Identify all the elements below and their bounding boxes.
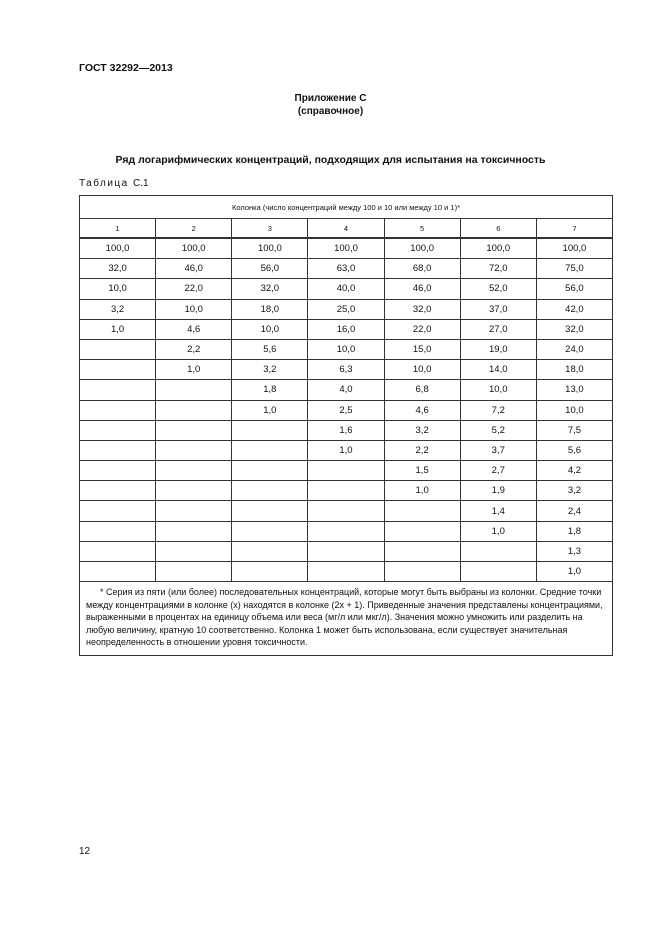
- table-cell: 37,0: [460, 299, 536, 319]
- table-caption-number: С.1: [133, 178, 149, 189]
- table-cell: [80, 501, 156, 521]
- table-cell: [80, 400, 156, 420]
- table-cell: 3,2: [536, 481, 612, 501]
- table-cell: [156, 400, 232, 420]
- table-cell: 1,0: [80, 319, 156, 339]
- table-cell: [156, 461, 232, 481]
- table-cell: [156, 380, 232, 400]
- table-row: [80, 339, 613, 359]
- table-cell: 18,0: [232, 299, 308, 319]
- table-cell: 5,6: [536, 440, 612, 460]
- table-footnote: * Серия из пяти (или более) последовательных концентраций, которые могут быть выбраны из колонки. Средние точки между концентрациями в колонке (x) находятся в колонке (2x + 1). Приведенные значения представлены концентрациями, выраженными в процентах на единицу объема или веса (мг/л или мкг/л). Значения можно умножить или разделить на любую величину, кратную 10 соответственно. Колонка 1 может быть использована, если существует значительная неопределенность в отношении уровня токсичности.: [86, 587, 603, 648]
- table-cell: 10,0: [384, 360, 460, 380]
- table-cell: 27,0: [460, 319, 536, 339]
- table-cell: 46,0: [384, 279, 460, 299]
- table-cell: 1,5: [384, 461, 460, 481]
- table-cell: [156, 440, 232, 460]
- table-cell: [80, 380, 156, 400]
- table-cell: 3,7: [460, 440, 536, 460]
- document-title: Ряд логарифмических концентраций, подходящих для испытания на токсичность: [115, 154, 546, 166]
- table-cell: [308, 521, 384, 541]
- table-row: [80, 461, 613, 481]
- table-row: [80, 360, 613, 380]
- table-row: [80, 380, 613, 400]
- table-caption: [79, 178, 149, 189]
- table-row: [80, 319, 613, 339]
- table-cell: [80, 420, 156, 440]
- table-cell: 10,0: [536, 400, 612, 420]
- table-cell: 10,0: [460, 380, 536, 400]
- table-cell: 10,0: [308, 339, 384, 359]
- table-cell: [384, 501, 460, 521]
- table-cell: 4,0: [308, 380, 384, 400]
- table-row: [80, 420, 613, 440]
- table-cell: 32,0: [384, 299, 460, 319]
- column-header-3: 3: [232, 219, 308, 239]
- column-header-7: 7: [536, 219, 612, 239]
- table-cell: 4,2: [536, 461, 612, 481]
- table-cell: 1,0: [232, 400, 308, 420]
- table-row: [80, 501, 613, 521]
- table-row: [80, 279, 613, 299]
- table-row: [80, 562, 613, 582]
- table-cell: 100,0: [156, 238, 232, 259]
- table-cell: [232, 461, 308, 481]
- table-cell: [308, 562, 384, 582]
- table-cell: 2,7: [460, 461, 536, 481]
- table-row: [80, 238, 613, 259]
- table-cell: 32,0: [80, 259, 156, 279]
- table-cell: [232, 562, 308, 582]
- annex-subtitle: (справочное): [297, 106, 364, 117]
- table-row: [80, 481, 613, 501]
- table-cell: [460, 541, 536, 561]
- table-cell: 40,0: [308, 279, 384, 299]
- table-cell: [308, 501, 384, 521]
- table-cell: 46,0: [156, 259, 232, 279]
- table-cell: 22,0: [156, 279, 232, 299]
- table-cell: 19,0: [460, 339, 536, 359]
- table-cell: 56,0: [232, 259, 308, 279]
- table-caption-word: Таблица: [79, 178, 129, 189]
- table-cell: 1,0: [460, 521, 536, 541]
- table-cell: 24,0: [536, 339, 612, 359]
- table-cell: 52,0: [460, 279, 536, 299]
- table-cell: 25,0: [308, 299, 384, 319]
- table-cell: 5,2: [460, 420, 536, 440]
- table-cell: 10,0: [156, 299, 232, 319]
- table-cell: 2,2: [156, 339, 232, 359]
- table-cell: 5,6: [232, 339, 308, 359]
- table-cell: 1,0: [308, 440, 384, 460]
- table-row: [80, 521, 613, 541]
- table-cell: [156, 562, 232, 582]
- table-row: [80, 541, 613, 561]
- table-cell: [232, 481, 308, 501]
- table-cell: [232, 501, 308, 521]
- table-cell: [308, 541, 384, 561]
- table-cell: [80, 339, 156, 359]
- table-cell: 6,3: [308, 360, 384, 380]
- table-cell: 56,0: [536, 279, 612, 299]
- table-cell: 7,5: [536, 420, 612, 440]
- table-footnote-cell: [80, 582, 613, 656]
- table-cell: [384, 562, 460, 582]
- table-cell: 3,2: [384, 420, 460, 440]
- table-cell: 1,8: [232, 380, 308, 400]
- table-cell: [80, 541, 156, 561]
- table-cell: 3,2: [232, 360, 308, 380]
- table-cell: 1,6: [308, 420, 384, 440]
- table-cell: [232, 521, 308, 541]
- table-cell: 1,0: [536, 562, 612, 582]
- annex-heading: [0, 92, 661, 118]
- table-cell: 1,3: [536, 541, 612, 561]
- column-header-5: 5: [384, 219, 460, 239]
- table-cell: 1,0: [156, 360, 232, 380]
- table-cell: 100,0: [80, 238, 156, 259]
- table-cell: 100,0: [460, 238, 536, 259]
- table-cell: [308, 481, 384, 501]
- concentration-table: [79, 195, 613, 656]
- table-cell: 2,5: [308, 400, 384, 420]
- table-cell: 7,2: [460, 400, 536, 420]
- table-cell: [156, 541, 232, 561]
- table-cell: 1,0: [384, 481, 460, 501]
- table-cell: 22,0: [384, 319, 460, 339]
- table-cell: 18,0: [536, 360, 612, 380]
- table-cell: 4,6: [156, 319, 232, 339]
- table-cell: 14,0: [460, 360, 536, 380]
- table-cell: [156, 420, 232, 440]
- table-row: [80, 259, 613, 279]
- table-cell: 15,0: [384, 339, 460, 359]
- table-cell: [232, 440, 308, 460]
- standard-code: ГОСТ 32292—2013: [79, 62, 173, 74]
- table-cell: 32,0: [232, 279, 308, 299]
- table-cell: [384, 521, 460, 541]
- annex-title: Приложение С: [294, 93, 367, 104]
- column-header-1: 1: [80, 219, 156, 239]
- table-row: [80, 440, 613, 460]
- table-row: [80, 299, 613, 319]
- column-header-6: 6: [460, 219, 536, 239]
- table-cell: [80, 461, 156, 481]
- table-cell: [80, 521, 156, 541]
- table-cell: 2,4: [536, 501, 612, 521]
- table-row: [80, 400, 613, 420]
- table-cell: [156, 521, 232, 541]
- table-cell: 100,0: [536, 238, 612, 259]
- table-cell: 13,0: [536, 380, 612, 400]
- table-cell: [384, 541, 460, 561]
- table-cell: 100,0: [232, 238, 308, 259]
- table-cell: 4,6: [384, 400, 460, 420]
- table-cell: 32,0: [536, 319, 612, 339]
- table-cell: 100,0: [384, 238, 460, 259]
- table-cell: [460, 562, 536, 582]
- table-cell: 1,8: [536, 521, 612, 541]
- table-cell: 6,8: [384, 380, 460, 400]
- table-cell: [80, 360, 156, 380]
- table-cell: 3,2: [80, 299, 156, 319]
- table-cell: 63,0: [308, 259, 384, 279]
- table-cell: [156, 481, 232, 501]
- table-cell: 2,2: [384, 440, 460, 460]
- table-cell: 1,9: [460, 481, 536, 501]
- table-cell: [232, 541, 308, 561]
- table-cell: 42,0: [536, 299, 612, 319]
- table-cell: [80, 562, 156, 582]
- table-cell: [80, 481, 156, 501]
- table-cell: 68,0: [384, 259, 460, 279]
- column-header-4: 4: [308, 219, 384, 239]
- table-group-header: Колонка (число концентраций между 100 и 10 или между 10 и 1)*: [80, 196, 613, 219]
- table-cell: [80, 440, 156, 460]
- table-cell: [308, 461, 384, 481]
- page-number: 12: [79, 846, 91, 857]
- column-header-2: 2: [156, 219, 232, 239]
- table-cell: 100,0: [308, 238, 384, 259]
- table-cell: 75,0: [536, 259, 612, 279]
- table-cell: 1,4: [460, 501, 536, 521]
- table-cell: 16,0: [308, 319, 384, 339]
- table-cell: 10,0: [80, 279, 156, 299]
- table-cell: 10,0: [232, 319, 308, 339]
- table-cell: [156, 501, 232, 521]
- table-cell: 72,0: [460, 259, 536, 279]
- table-cell: [232, 420, 308, 440]
